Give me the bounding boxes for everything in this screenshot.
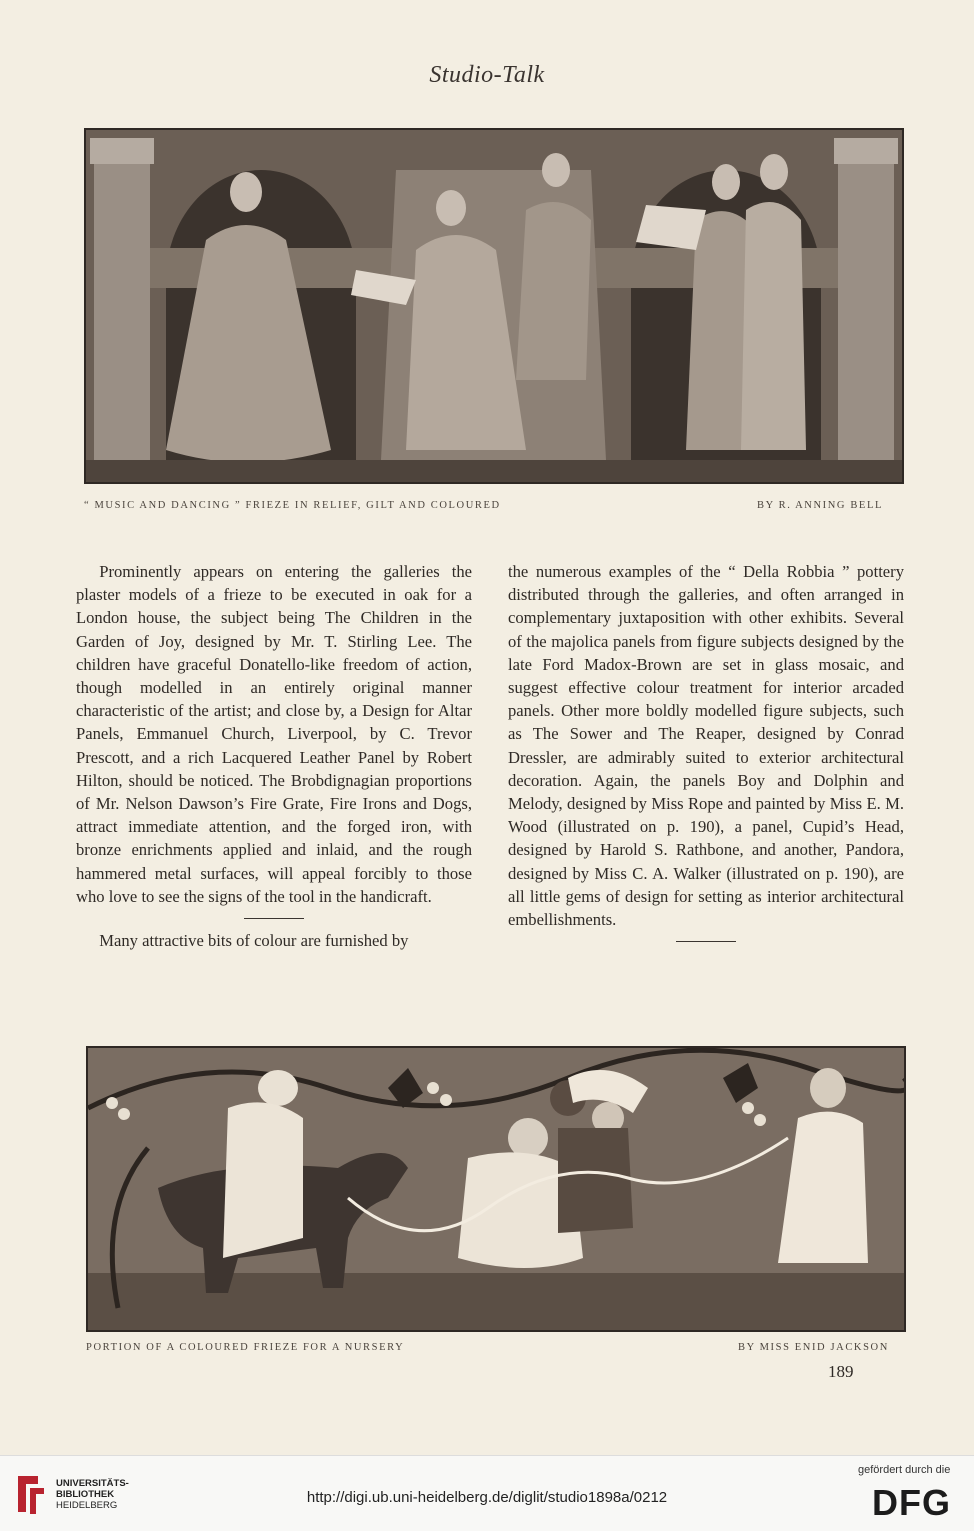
library-name-line-3: HEIDELBERG bbox=[56, 1500, 118, 1511]
right-text-column bbox=[508, 560, 904, 952]
plate2-caption-title: PORTION OF A COLOURED FRIEZE FOR A NURSERY bbox=[86, 1342, 405, 1353]
music-and-dancing-frieze-image bbox=[84, 128, 904, 484]
library-name-line-1: UNIVERSITÄTS- bbox=[56, 1478, 129, 1489]
digitization-footer bbox=[0, 1455, 974, 1531]
plate1-caption-artist: BY R. ANNING BELL bbox=[757, 500, 883, 511]
running-head: Studio-Talk bbox=[429, 62, 545, 88]
plate2-caption-artist: BY MISS ENID JACKSON bbox=[738, 1342, 889, 1353]
plate1-caption-title: “ MUSIC AND DANCING ” FRIEZE IN RELIEF, GILT AND COLOURED bbox=[84, 500, 501, 511]
source-url-link[interactable]: http://digi.ub.uni-heidelberg.de/diglit/studio1898a/0212 bbox=[306, 1489, 668, 1506]
library-name-line-2: BIBLIOTHEK bbox=[56, 1489, 115, 1500]
right-paragraph-1: the numerous examples of the “ Della Robbia ” pottery distributed through the galleries, and often arranged in complementary juxtaposition with other exhibits. Several of the majolica panels from figure subjects designed by the late Ford Madox-Brown are set in glass mosaic, and suggest effective colour treatment for interior arcaded panels. Other more boldly modelled figure subjects, such as The Sower and The Reaper, designed by Conrad Dressler, are admirably suited to exterior architectural decoration. Again, the panels Boy and Dolphin and Melody, designed by Miss Rope and painted by Miss E. M. Wood (illustrated on p. 190), a panel, Cupid’s Head, designed by Harold S. Rathbone, and another, Pandora, designed by Miss C. A. Walker (illustrated on p. 190), are all little gems of design for setting as interior architectural embellishments. bbox=[508, 562, 904, 930]
nursery-frieze-image bbox=[86, 1046, 906, 1332]
section-rule-right bbox=[676, 941, 736, 942]
left-text-column bbox=[76, 560, 472, 952]
section-rule-left bbox=[244, 918, 304, 919]
funded-by-label: gefördert durch die bbox=[858, 1464, 951, 1476]
left-paragraph-1: Prominently appears on entering the galleries the plaster models of a frieze to be executed in oak for a London house, the subject being The Children in the Garden of Joy, designed by Mr. T. Stirling Lee. The children have graceful Donatello-like freedom of action, though modelled in an entirely original manner characteristic of the artist; and close by, a Design for Altar Panels, Emmanuel Church, Liverpool, by C. Trevor Prescott, and a rich Lacquered Leather Panel by Robert Hilton, should be noticed. The Brobdignagian proportions of Mr. Nelson Dawson’s Fire Grate, Fire Irons and Dogs, attract immediate attention, and the forged iron, with bronze enrichments applied and inlaid, and the rough hammered metal surfaces, will appeal forcibly to those who love to see the signs of the tool in the handicraft. bbox=[76, 562, 472, 906]
dfg-logo: DFG bbox=[872, 1482, 951, 1523]
left-paragraph-2: Many attractive bits of colour are furnished by bbox=[99, 931, 409, 951]
page-number: 189 bbox=[828, 1362, 854, 1381]
